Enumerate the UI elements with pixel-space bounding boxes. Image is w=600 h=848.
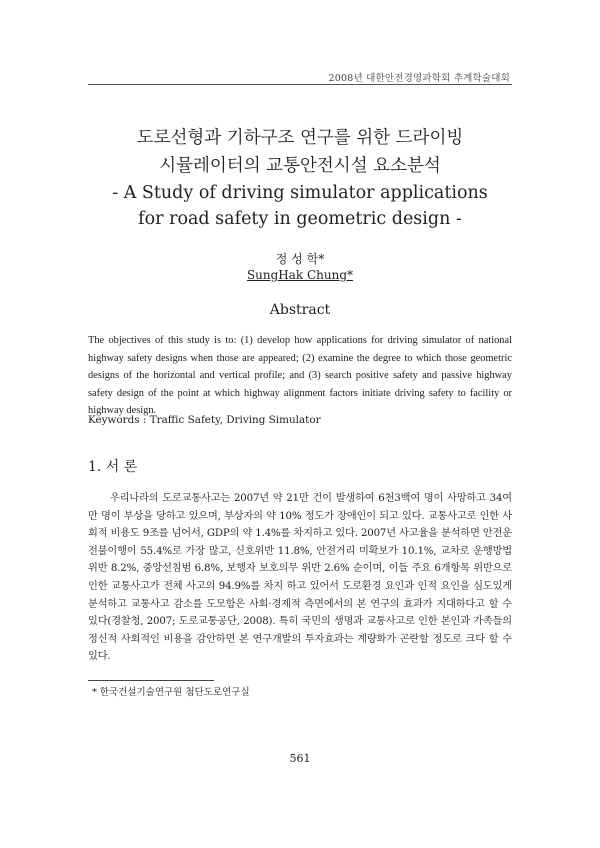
body-paragraph: 우리나라의 도로교통사고는 2007년 약 21만 건이 발생하여 6천3백여 명이 사망하고 34여만 명이 부상을 당하고 있으며, 부상자의 약 10% 정도가 장애인이 되고 있다. 교통사고로 인한 사회적 비용도 9조를 넘어서, GDP의 약 1.4%를 차지하고 있다. 2007년 사고율을 분석하면 안전운전불이행이 55.4%로 가장 많고, 신호위반 11.8%, 안전거리 미확보가 10.1%, 교차로 운행방법 위반 8.2%, 중앙선침범 6.8%, 보행자 보호의무 위반 2.6% 순이며, 이들 주요 6개항목 위반으로 인한 교통사고가 전체 사고의 94.9%를 차지 하고 있어서 도로환경 요인과 인적 요인을 심도있게 분석하고 교통사고 감소를 도모함은 사회·경제적 측면에서의 본 연구의 효과가 지대하다고 할 수 있다(경찰청, 2007; 도로교통공단, 2008). 특히 국민의 생명과 교통사고로 인한 본인과 가족들의 정신적 사회적인 비용을 감안하면 본 연구개발의 투자효과는 계량화가 곤란할 정도로 크다 할 수 있다. — [88, 493, 512, 663]
running-header: 2008년 대한안전경영과학회 추계학술대회 — [328, 73, 510, 84]
page-number: 561 — [289, 752, 311, 765]
author-korean: 정 성 학* — [275, 252, 325, 266]
title-line-1: 도로선형과 기하구조 연구를 위한 드라이빙 — [136, 128, 464, 148]
footnote-rule — [88, 680, 214, 681]
author-english-name: SungHak Chung* — [246, 268, 354, 282]
abstract-text: The objectives of this study is to: (1) develop how applications for driving simulator of national highway safety designs when those are appeared; (2) examine the degree to which those geometric designs of the horizontal and vertical profile; and (3) search positive safety and passive highway safety design of the point at which highway alignment factors initiate driving safety to facility or highway design. — [88, 335, 512, 417]
title-line-4: for road safety in geometric design - — [138, 209, 462, 229]
section-heading: 1. 서 론 — [88, 459, 138, 475]
title-line-3: - A Study of driving simulator applications — [112, 183, 488, 203]
footnote: * 한국건설기술연구원 첨단도로연구실 — [92, 687, 250, 698]
abstract-heading: Abstract — [269, 302, 331, 318]
header-rule — [88, 84, 512, 85]
author-english — [0, 268, 600, 282]
keywords: Keywords : Traffic Safety, Driving Simulator — [88, 414, 321, 426]
title-line-2: 시뮬레이터의 교통안전시설 요소분석 — [159, 156, 441, 176]
